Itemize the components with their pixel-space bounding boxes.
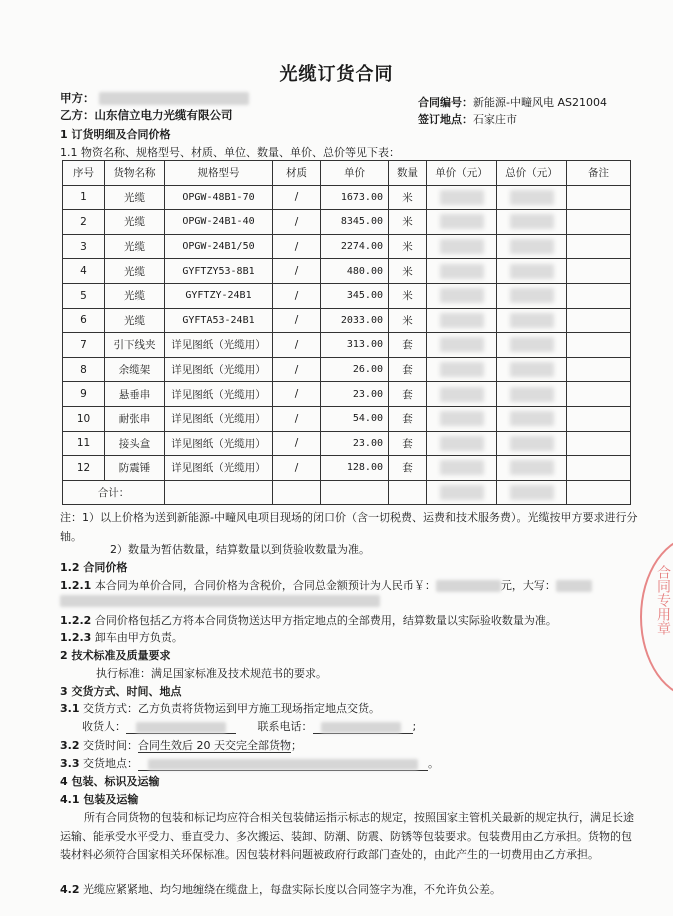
redacted-cell: [510, 362, 554, 377]
cell-name: 光缆: [105, 234, 165, 259]
redacted-cell: [510, 239, 554, 254]
cell-mat: /: [273, 406, 321, 431]
contract-number: [418, 94, 607, 110]
table-row: [63, 456, 631, 481]
cell-name: 防震锤: [105, 456, 165, 481]
section1-2-1: [60, 577, 592, 593]
document-title: 光缆订货合同: [279, 64, 394, 85]
note-1: 注：1）以上价格为送到新能源-中疃风电项目现场的闭口价（含一切税费、运费和技术服务费）。光缆按甲方要求进行分轴。: [60, 511, 638, 543]
redacted-cell: [510, 387, 554, 402]
receiver-line: 收货人： 联系电话： ;: [82, 720, 417, 733]
p32-text: 交货时间：: [83, 739, 138, 752]
cell-no: 10: [63, 406, 105, 431]
p121-text: 本合同为单价合同，合同价格为含税价，合同总金额预计为人民币￥：: [94, 579, 436, 592]
cell-spec: 详见图纸（光缆用）: [165, 406, 273, 431]
cell-name: 光缆: [105, 283, 165, 308]
cell-name: 余缆架: [105, 357, 165, 382]
cell-remark: [567, 431, 631, 456]
col-header: 单价: [321, 161, 389, 186]
cell-no: 6: [63, 308, 105, 333]
cell-no: 11: [63, 431, 105, 456]
party-a-label: 甲方：: [60, 91, 95, 105]
cell-unit: 米: [389, 234, 427, 259]
cell-qty: 2274.00: [321, 234, 389, 259]
cell-remark: [567, 333, 631, 358]
table-row: [63, 234, 631, 259]
sign-place-value: 石家庄市: [473, 113, 517, 126]
receiver-redacted: [136, 722, 226, 733]
seal-text: 合同专用章: [655, 565, 671, 635]
cell-remark: [567, 382, 631, 407]
cell-qty: 26.00: [321, 357, 389, 382]
party-b-label: 乙方：: [60, 108, 95, 122]
p122-label: 1.2.2: [60, 614, 92, 627]
cell-unit: 米: [389, 283, 427, 308]
cell-name: 光缆: [105, 210, 165, 235]
redacted-cell: [440, 411, 484, 426]
table-row: [63, 283, 631, 308]
redacted-cell: [510, 313, 554, 328]
p42-label: 4.2: [60, 883, 80, 896]
redacted-cell: [440, 387, 484, 402]
col-header: 数量: [389, 161, 427, 186]
sign-place: [418, 111, 517, 127]
section3-heading: 3 交货方式、时间、地点: [60, 685, 182, 698]
cell-spec: 详见图纸（光缆用）: [165, 333, 273, 358]
p31-text: 交货方式：乙方负责将货物运到甲方施工现场指定地点交货。: [83, 702, 380, 715]
phone-label: 联系电话：: [257, 720, 313, 733]
col-header: 规格型号: [165, 161, 273, 186]
cell-mat: /: [273, 259, 321, 284]
delivery-time: 合同生效后 20 天交完全部货物: [138, 739, 291, 752]
cell-mat: /: [273, 283, 321, 308]
cell-unit: 套: [389, 333, 427, 358]
col-header: 单价（元）: [427, 161, 497, 186]
cell-qty: 345.00: [321, 283, 389, 308]
cell-qty: 1673.00: [321, 185, 389, 210]
p32-label: 3.2: [60, 739, 80, 752]
col-header: 总价（元）: [497, 161, 567, 186]
cell-qty: 8345.00: [321, 210, 389, 235]
redacted-cell: [510, 264, 554, 279]
redacted-cell: [440, 313, 484, 328]
contract-no-value: 新能源-中疃风电 AS21004: [473, 96, 607, 109]
cell-qty: 313.00: [321, 333, 389, 358]
cell-mat: /: [273, 210, 321, 235]
amount-words-redacted-2: [60, 595, 380, 607]
cell-qty: 54.00: [321, 406, 389, 431]
cell-unit: 套: [389, 382, 427, 407]
goods-table: [62, 160, 631, 505]
section3-1: [60, 700, 380, 716]
section1-1-text: 1.1 物资名称、规格型号、材质、单位、数量、单价、总价等见下表：: [60, 146, 400, 159]
redacted-cell: [510, 436, 554, 451]
p123-label: 1.2.3: [60, 631, 92, 644]
cell-name: 悬垂串: [105, 382, 165, 407]
cell-remark: [567, 210, 631, 235]
cell-remark: [567, 283, 631, 308]
amount-words-redacted: [556, 580, 592, 592]
cell-spec: GYFTA53-24B1: [165, 308, 273, 333]
note-2: 2）数量为暂估数量，结算数量以到货验收数量为准。: [110, 543, 370, 556]
cell-name: 引下线夹: [105, 333, 165, 358]
cell-name: 接头盒: [105, 431, 165, 456]
section1-2-2: [60, 612, 557, 628]
section4-1-heading: 4.1 包装及运输: [60, 793, 139, 806]
cell-remark: [567, 406, 631, 431]
cell-spec: 详见图纸（光缆用）: [165, 357, 273, 382]
cell-qty: 128.00: [321, 456, 389, 481]
cell-name: 耐张串: [105, 406, 165, 431]
p121-yuan: 元，大写：: [500, 579, 556, 592]
total-label: 合计：: [63, 480, 165, 505]
p123-text: 卸车由甲方负责。: [94, 631, 183, 644]
redacted-cell: [510, 214, 554, 229]
cell-remark: [567, 357, 631, 382]
p42-text: 光缆应紧紧地、均匀地缠绕在缆盘上，每盘实际长度以合同签字为准，不允许负公差。: [83, 883, 501, 896]
redacted-cell: [510, 288, 554, 303]
cell-no: 5: [63, 283, 105, 308]
cell-no: 12: [63, 456, 105, 481]
receiver-label: 收货人：: [82, 720, 126, 733]
cell-no: 1: [63, 185, 105, 210]
cell-unit: 套: [389, 431, 427, 456]
cell-qty: 480.00: [321, 259, 389, 284]
amount-words-line: [60, 594, 380, 607]
cell-no: 2: [63, 210, 105, 235]
cell-unit: 米: [389, 259, 427, 284]
cell-mat: /: [273, 308, 321, 333]
cell-spec: GYFTZY53-8B1: [165, 259, 273, 284]
redacted-cell: [440, 190, 484, 205]
p33-text: 交货地点：: [83, 757, 138, 770]
p31-label: 3.1: [60, 702, 80, 715]
cell-no: 7: [63, 333, 105, 358]
cell-qty: 2033.00: [321, 308, 389, 333]
cell-spec: 详见图纸（光缆用）: [165, 456, 273, 481]
cell-spec: 详见图纸（光缆用）: [165, 431, 273, 456]
cell-mat: /: [273, 333, 321, 358]
col-header: 货物名称: [105, 161, 165, 186]
table-total-row: [63, 480, 631, 505]
party-b: [60, 107, 233, 123]
cell-unit: 套: [389, 357, 427, 382]
cell-remark: [567, 259, 631, 284]
redacted-cell: [440, 460, 484, 475]
cell-mat: /: [273, 185, 321, 210]
section1-heading: 1 订货明细及合同价格: [60, 128, 171, 141]
section1-2-heading: 1.2 合同价格: [60, 561, 128, 574]
redacted-cell: [510, 485, 554, 500]
cell-mat: /: [273, 382, 321, 407]
redacted-cell: [440, 264, 484, 279]
redacted-cell: [440, 436, 484, 451]
cell-name: 光缆: [105, 308, 165, 333]
cell-mat: /: [273, 357, 321, 382]
table-row: [63, 406, 631, 431]
redacted-cell: [440, 337, 484, 352]
table-row: [63, 382, 631, 407]
redacted-cell: [510, 337, 554, 352]
section2-text: 执行标准：满足国家标准及技术规范书的要求。: [96, 667, 327, 680]
redacted-cell: [510, 411, 554, 426]
table-row: [63, 357, 631, 382]
cell-unit: 米: [389, 210, 427, 235]
redacted-cell: [510, 190, 554, 205]
redacted-cell: [440, 485, 484, 500]
table-row: [63, 185, 631, 210]
section4-heading: 4 包装、标识及运输: [60, 775, 160, 788]
col-header: 备注: [567, 161, 631, 186]
cell-spec: OPGW-24B1-40: [165, 210, 273, 235]
cell-name: 光缆: [105, 259, 165, 284]
redacted-cell: [440, 288, 484, 303]
redacted-cell: [440, 214, 484, 229]
section3-3: 3.3 交货地点： 。: [60, 757, 439, 770]
section4-2: [60, 881, 501, 897]
cell-remark: [567, 234, 631, 259]
section4-1-text: 所有合同货物的包装和标记均应符合相关包装储运指示标志的规定，按照国家主管机关最新的规定执行，满足长途运输、能承受水平受力、垂直受力、多次搬运、装卸、防潮、防震、防锈等包装要求。包装费用由乙方承担。货物的包装材料必须符合国家相关环保标准。因包装材料问题被政府行政部门查处的，由此产生的一切费用由乙方承担。: [60, 811, 634, 861]
col-header: 序号: [63, 161, 105, 186]
section3-2: 3.2 交货时间：合同生效后 20 天交完全部货物；: [60, 739, 302, 752]
cell-spec: OPGW-24B1/50: [165, 234, 273, 259]
amount-redacted: [436, 580, 501, 592]
redacted-cell: [510, 460, 554, 475]
p122-text: 合同价格包括乙方将本合同货物送达甲方指定地点的全部费用，结算数量以实际验收数量为准。: [94, 614, 557, 627]
cell-no: 8: [63, 357, 105, 382]
phone-redacted: [321, 722, 401, 733]
redacted-cell: [440, 239, 484, 254]
cell-unit: 套: [389, 456, 427, 481]
cell-unit: 米: [389, 308, 427, 333]
table-row: [63, 308, 631, 333]
redacted-cell: [440, 362, 484, 377]
cell-no: 3: [63, 234, 105, 259]
table-row: [63, 333, 631, 358]
table-header-row: [63, 161, 631, 186]
cell-mat: /: [273, 456, 321, 481]
p33-label: 3.3: [60, 757, 80, 770]
cell-unit: 套: [389, 406, 427, 431]
cell-unit: 米: [389, 185, 427, 210]
section1-2-3: [60, 629, 183, 645]
cell-no: 4: [63, 259, 105, 284]
delivery-place-redacted: [148, 759, 418, 770]
party-b-name: 山东信立电力光缆有限公司: [94, 108, 233, 122]
contract-no-label: 合同编号：: [418, 96, 473, 109]
table-row: [63, 259, 631, 284]
cell-qty: 23.00: [321, 431, 389, 456]
cell-no: 9: [63, 382, 105, 407]
cell-spec: GYFTZY-24B1: [165, 283, 273, 308]
cell-name: 光缆: [105, 185, 165, 210]
cell-spec: 详见图纸（光缆用）: [165, 382, 273, 407]
table-row: [63, 431, 631, 456]
sign-place-label: 签订地点：: [418, 113, 473, 126]
cell-qty: 23.00: [321, 382, 389, 407]
cell-remark: [567, 308, 631, 333]
party-a-redacted: [99, 92, 249, 105]
section2-heading: 2 技术标准及质量要求: [60, 649, 171, 662]
cell-mat: /: [273, 431, 321, 456]
cell-remark: [567, 185, 631, 210]
cell-mat: /: [273, 234, 321, 259]
table-row: [63, 210, 631, 235]
cell-spec: OPGW-48B1-70: [165, 185, 273, 210]
cell-remark: [567, 456, 631, 481]
party-a: [60, 90, 249, 106]
col-header: 材质: [273, 161, 321, 186]
p121-label: 1.2.1: [60, 579, 92, 592]
